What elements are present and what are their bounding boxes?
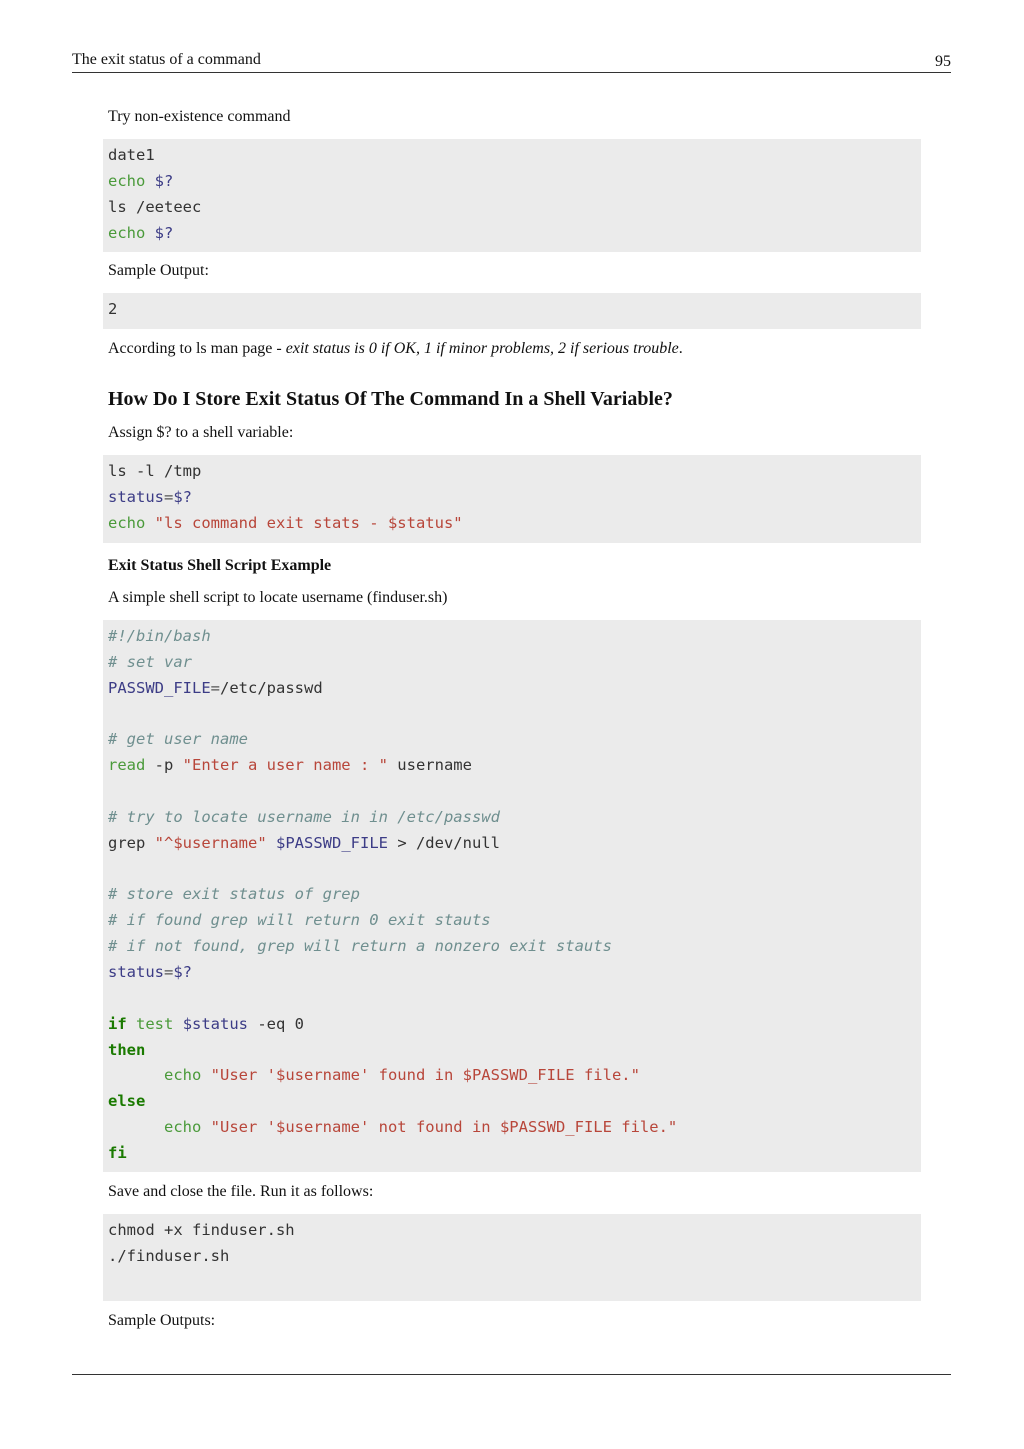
paragraph-save-close: Save and close the file. Run it as follows:	[108, 1183, 374, 1200]
code-line: # if found grep will return 0 exit stauts	[108, 911, 491, 930]
code-line: 2	[108, 300, 118, 318]
code-line: chmod +x finduser.sh	[108, 1221, 295, 1239]
code-line: if test $status -eq 0	[108, 1014, 305, 1033]
code-line: status=$?	[108, 962, 193, 981]
code-line: then	[108, 1040, 146, 1059]
code-line: # get user name	[108, 730, 248, 749]
code-line	[108, 857, 916, 883]
code-line: date1	[108, 146, 155, 164]
code-line	[108, 702, 916, 728]
code-line: else	[108, 1092, 146, 1111]
code-block-finduser-script	[103, 620, 921, 1172]
section-heading-store-exit-status: How Do I Store Exit Status Of The Command In a Shell Variable?	[108, 388, 673, 410]
paragraph-sample-outputs: Sample Outputs:	[108, 1312, 216, 1329]
code-line: echo "User '$username' found in $PASSWD_FILE file."	[164, 1066, 640, 1085]
code-line: status=$?	[108, 487, 193, 506]
code-block-output	[103, 293, 921, 329]
code-line: echo "User '$username' not found in $PASSWD_FILE file."	[164, 1118, 678, 1137]
code-line: echo "ls command exit stats - $status"	[108, 513, 463, 532]
paragraph-sample-output: Sample Output:	[108, 262, 209, 279]
page-header	[72, 50, 951, 73]
code-line: PASSWD_FILE=/etc/passwd	[108, 678, 323, 697]
code-line: # try to locate username in in /etc/passwd	[108, 807, 500, 826]
code-line: ls -l /tmp	[108, 462, 202, 480]
code-line: echo $?	[108, 223, 174, 242]
code-line: # if not found, grep will return a nonzero exit stauts	[108, 937, 612, 956]
code-block-run-script	[103, 1214, 921, 1301]
code-line: # store exit status of grep	[108, 885, 360, 904]
code-line: #!/bin/bash	[108, 627, 211, 645]
paragraph-try-command: Try non-existence command	[108, 108, 291, 125]
code-line: grep "^$username" $PASSWD_FILE > /dev/null	[108, 833, 500, 852]
code-line: ./finduser.sh	[108, 1246, 230, 1265]
code-line: read -p "Enter a user name : " username	[108, 756, 472, 775]
code-line: # set var	[108, 652, 192, 671]
paragraph-finduser: A simple shell script to locate username (finduser.sh)	[108, 589, 448, 606]
page-number: 95	[935, 53, 951, 70]
code-line: ls /eeteec	[108, 197, 202, 216]
code-line	[108, 986, 916, 1012]
code-line: fi	[108, 1143, 127, 1162]
running-title: The exit status of a command	[72, 51, 261, 68]
footer-rule	[72, 1374, 951, 1375]
paragraph-ls-man-page: According to ls man page - exit status is 0 if OK, 1 if minor problems, 2 if serious trouble.	[108, 340, 683, 357]
code-line	[108, 779, 916, 805]
paragraph-assign: Assign $? to a shell variable:	[108, 424, 294, 441]
subsection-heading-script-example: Exit Status Shell Script Example	[108, 557, 332, 574]
code-block-date1	[103, 139, 921, 252]
italic-quote: exit status is 0 if OK, 1 if minor problems, 2 if serious trouble	[285, 340, 679, 357]
code-line: echo $?	[108, 171, 174, 190]
code-block-status-variable	[103, 455, 921, 543]
